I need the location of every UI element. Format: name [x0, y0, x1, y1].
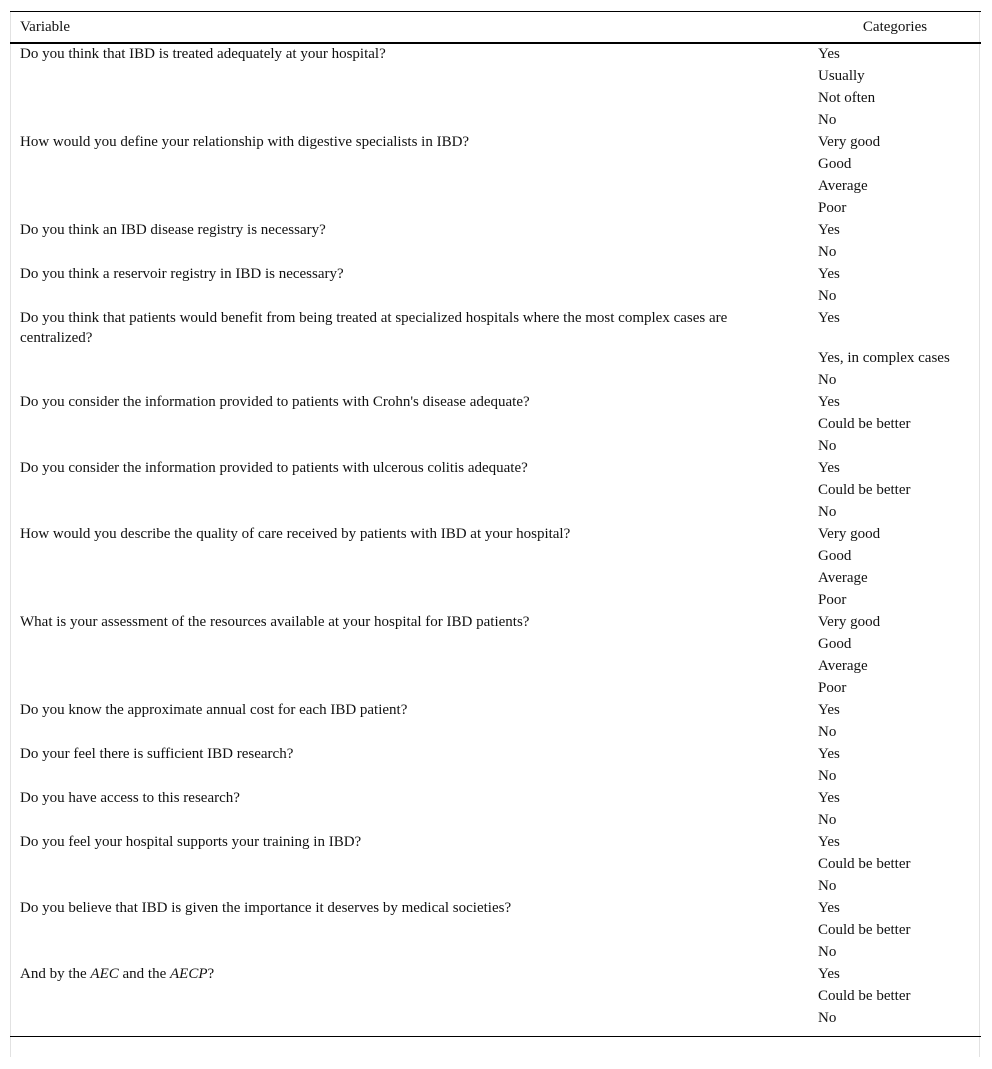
category-cell	[809, 220, 981, 242]
category-label: Yes	[818, 834, 840, 850]
category-label: No	[818, 244, 837, 260]
table-row	[10, 176, 981, 198]
category-label: No	[818, 768, 837, 784]
table-row	[10, 612, 981, 634]
table-row	[10, 1008, 981, 1037]
table-row	[10, 942, 981, 964]
category-cell	[809, 110, 981, 132]
category-cell	[809, 1008, 981, 1037]
question-text-part: and the	[118, 966, 170, 982]
table-row	[10, 744, 981, 766]
table-row	[10, 414, 981, 436]
table-row	[10, 242, 981, 264]
variable-cell-empty	[10, 242, 809, 264]
question-text: Do you think that patients would benefit from being treated at specialized hospitals where the most complex cases are centralized?	[20, 310, 728, 346]
variable-cell-empty	[10, 678, 809, 700]
variable-cell-empty	[10, 810, 809, 832]
table-row	[10, 722, 981, 744]
category-label: No	[818, 878, 837, 894]
table-row	[10, 590, 981, 612]
variable-cell-empty	[10, 920, 809, 942]
variable-cell-empty	[10, 942, 809, 964]
question-text: Do you consider the information provided to patients with Crohn's disease adequate?	[20, 394, 530, 410]
category-label: Good	[818, 156, 852, 172]
survey-variables-table	[10, 11, 981, 1037]
variable-cell	[10, 308, 809, 348]
category-cell	[809, 154, 981, 176]
category-cell	[809, 43, 981, 66]
category-label: Poor	[818, 680, 847, 696]
category-cell	[809, 898, 981, 920]
category-label: Yes	[818, 460, 840, 476]
question-text: How would you define your relationship with digestive specialists in IBD?	[20, 134, 470, 150]
category-cell	[809, 546, 981, 568]
variable-cell-empty	[10, 370, 809, 392]
table-row	[10, 766, 981, 788]
table-body	[10, 43, 981, 1037]
society-acronym: AEC	[90, 966, 119, 982]
variable-cell	[10, 132, 809, 154]
category-label: Poor	[818, 592, 847, 608]
table-row	[10, 920, 981, 942]
category-cell	[809, 920, 981, 942]
table-row	[10, 370, 981, 392]
category-label: No	[818, 944, 837, 960]
category-cell	[809, 744, 981, 766]
table-row	[10, 348, 981, 370]
category-label: Yes	[818, 702, 840, 718]
category-cell	[809, 788, 981, 810]
variable-cell	[10, 744, 809, 766]
variable-cell-empty	[10, 656, 809, 678]
variable-cell-empty	[10, 986, 809, 1008]
table-row	[10, 264, 981, 286]
category-cell	[809, 458, 981, 480]
variable-cell-empty	[10, 722, 809, 744]
category-cell	[809, 964, 981, 986]
category-label: Yes	[818, 46, 840, 62]
variable-cell	[10, 964, 809, 986]
category-cell	[809, 348, 981, 370]
table-row	[10, 524, 981, 546]
question-text: How would you describe the quality of care received by patients with IBD at your hospital?	[20, 526, 571, 542]
category-cell	[809, 986, 981, 1008]
category-label: Average	[818, 178, 868, 194]
category-label: Good	[818, 548, 852, 564]
variable-cell-empty	[10, 176, 809, 198]
variable-cell-empty	[10, 286, 809, 308]
table-row	[10, 788, 981, 810]
category-cell	[809, 612, 981, 634]
category-cell	[809, 524, 981, 546]
variable-cell	[10, 220, 809, 242]
question-text: Do you think that IBD is treated adequately at your hospital?	[20, 46, 386, 62]
category-cell	[809, 88, 981, 110]
category-cell	[809, 700, 981, 722]
table-row	[10, 986, 981, 1008]
category-label: Yes	[818, 266, 840, 282]
category-label: No	[818, 1010, 837, 1026]
table-row	[10, 656, 981, 678]
category-label: Average	[818, 570, 868, 586]
table-row	[10, 308, 981, 348]
variable-cell-empty	[10, 502, 809, 524]
table-row	[10, 832, 981, 854]
category-cell	[809, 286, 981, 308]
variable-cell-empty	[10, 414, 809, 436]
question-text: Do you feel your hospital supports your training in IBD?	[20, 834, 362, 850]
variable-cell-empty	[10, 198, 809, 220]
table-row	[10, 678, 981, 700]
table-row	[10, 198, 981, 220]
category-label: No	[818, 504, 837, 520]
category-label: Very good	[818, 614, 881, 630]
category-label: Very good	[818, 134, 881, 150]
variable-cell	[10, 612, 809, 634]
category-label: Could be better	[818, 482, 911, 498]
variable-cell-empty	[10, 766, 809, 788]
category-label: Good	[818, 636, 852, 652]
table-row	[10, 810, 981, 832]
question-text: Do you consider the information provided to patients with ulcerous colitis adequate?	[20, 460, 528, 476]
category-cell	[809, 370, 981, 392]
table-row	[10, 286, 981, 308]
table-row	[10, 502, 981, 524]
category-label: Not often	[818, 90, 876, 106]
variable-cell	[10, 788, 809, 810]
variable-cell	[10, 43, 809, 66]
variable-cell-empty	[10, 590, 809, 612]
question-text-part: ?	[207, 966, 215, 982]
categories-column-header: Categories	[809, 12, 981, 44]
variable-cell	[10, 458, 809, 480]
category-cell	[809, 810, 981, 832]
table-row	[10, 88, 981, 110]
variable-cell	[10, 832, 809, 854]
category-cell	[809, 480, 981, 502]
category-cell	[809, 176, 981, 198]
table-row	[10, 898, 981, 920]
category-cell	[809, 414, 981, 436]
table-row	[10, 110, 981, 132]
category-label: Very good	[818, 526, 881, 542]
question-text-part: And by the	[20, 966, 91, 982]
question-text	[20, 964, 799, 984]
table-row	[10, 392, 981, 414]
variable-cell-empty	[10, 546, 809, 568]
variable-cell-empty	[10, 66, 809, 88]
table-row	[10, 436, 981, 458]
category-label: Yes	[818, 394, 840, 410]
category-label: Yes, in complex cases	[818, 350, 950, 366]
table-row	[10, 700, 981, 722]
question-text: Do you think an IBD disease registry is necessary?	[20, 222, 326, 238]
variable-cell	[10, 700, 809, 722]
category-label: Yes	[818, 222, 840, 238]
variable-cell-empty	[10, 436, 809, 458]
category-label: Could be better	[818, 856, 911, 872]
table-row	[10, 876, 981, 898]
category-cell	[809, 876, 981, 898]
variable-cell-empty	[10, 876, 809, 898]
category-label: No	[818, 372, 837, 388]
category-cell	[809, 678, 981, 700]
table-row	[10, 220, 981, 242]
category-label: Could be better	[818, 988, 911, 1004]
category-cell	[809, 132, 981, 154]
question-text: Do you know the approximate annual cost for each IBD patient?	[20, 702, 408, 718]
variable-column-header: Variable	[10, 12, 809, 44]
category-cell	[809, 568, 981, 590]
variable-cell-empty	[10, 88, 809, 110]
variable-cell-empty	[10, 634, 809, 656]
question-text: What is your assessment of the resources available at your hospital for IBD patients?	[20, 614, 530, 630]
table-row	[10, 458, 981, 480]
variable-cell-empty	[10, 154, 809, 176]
category-cell	[809, 634, 981, 656]
category-cell	[809, 722, 981, 744]
category-label: Yes	[818, 966, 840, 982]
category-label: Poor	[818, 200, 847, 216]
table-row	[10, 132, 981, 154]
category-cell	[809, 308, 981, 348]
question-text: Do you have access to this research?	[20, 790, 240, 806]
variable-cell	[10, 898, 809, 920]
table-row	[10, 43, 981, 66]
variable-cell	[10, 524, 809, 546]
category-label: Yes	[818, 900, 840, 916]
table-row	[10, 66, 981, 88]
variable-cell-empty	[10, 854, 809, 876]
category-label: No	[818, 288, 837, 304]
category-cell	[809, 766, 981, 788]
category-label: Average	[818, 658, 868, 674]
variable-cell-empty	[10, 568, 809, 590]
variable-cell-empty	[10, 348, 809, 370]
variable-cell-empty	[10, 480, 809, 502]
table-row	[10, 854, 981, 876]
category-label: No	[818, 112, 837, 128]
table-header	[10, 12, 981, 44]
category-cell	[809, 66, 981, 88]
category-label: Could be better	[818, 922, 911, 938]
category-cell	[809, 242, 981, 264]
category-cell	[809, 590, 981, 612]
society-acronym: AECP	[170, 966, 208, 982]
question-text: Do your feel there is sufficient IBD research?	[20, 746, 294, 762]
variable-cell-empty	[10, 110, 809, 132]
table-row	[10, 154, 981, 176]
category-cell	[809, 392, 981, 414]
category-cell	[809, 502, 981, 524]
category-cell	[809, 656, 981, 678]
variable-cell-empty	[10, 1008, 809, 1037]
category-label: No	[818, 812, 837, 828]
variable-cell	[10, 264, 809, 286]
question-text: Do you think a reservoir registry in IBD is necessary?	[20, 266, 344, 282]
question-text: Do you believe that IBD is given the importance it deserves by medical societies?	[20, 900, 512, 916]
category-label: No	[818, 724, 837, 740]
category-cell	[809, 264, 981, 286]
category-cell	[809, 942, 981, 964]
category-cell	[809, 854, 981, 876]
table-row	[10, 546, 981, 568]
category-label: Yes	[818, 310, 840, 326]
category-cell	[809, 436, 981, 458]
category-label: Usually	[818, 68, 865, 84]
table-row	[10, 634, 981, 656]
category-label: Could be better	[818, 416, 911, 432]
category-cell	[809, 832, 981, 854]
category-cell	[809, 198, 981, 220]
table-row	[10, 568, 981, 590]
header-row	[10, 12, 981, 44]
category-label: Yes	[818, 790, 840, 806]
category-label: Yes	[818, 746, 840, 762]
table-row	[10, 480, 981, 502]
category-label: No	[818, 438, 837, 454]
variable-cell	[10, 392, 809, 414]
table-row	[10, 964, 981, 986]
